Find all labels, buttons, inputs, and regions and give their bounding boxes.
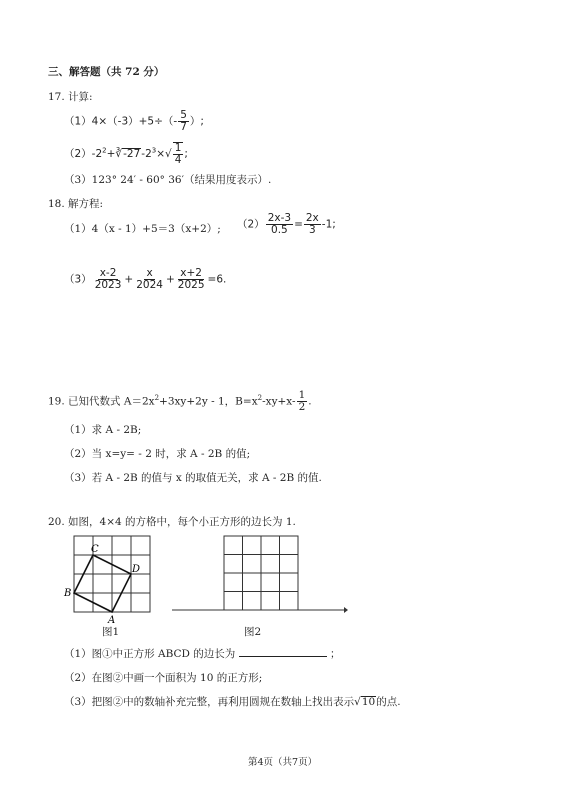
q20-part1: （1）图①中正方形 ABCD 的边长为 ； bbox=[64, 648, 341, 660]
q20-part2: （2）在图②中画一个面积为 10 的正方形; bbox=[64, 672, 263, 684]
figure-1-grid bbox=[60, 532, 160, 628]
q17-part1: （1）4×（-3）+5÷（- $\frac{5}{7}$ ）; bbox=[64, 109, 204, 134]
q19-stem: 19. 已知代数式 $A=2x^2+3xy+2y - 1$，$B=x^2-xy+x-$ $\frac{1}{2}$ . bbox=[48, 389, 312, 414]
square-abcd bbox=[74, 555, 131, 612]
q19-part1: （1）求 A - 2B; bbox=[64, 424, 142, 436]
answer-blank[interactable] bbox=[239, 646, 327, 657]
vertex-label-a: A bbox=[108, 615, 116, 626]
q19-part2: （2）当 x=y= - 2 时，求 A - 2B 的值; bbox=[64, 448, 251, 460]
page-footer: 第4页（共7页） bbox=[248, 757, 318, 768]
q20-stem: 20. 如图，4×4 的方格中，每个小正方形的边长为 1. bbox=[48, 516, 296, 528]
q17-label: 17. 计算: bbox=[48, 91, 93, 103]
figure-2-caption: 图2 bbox=[244, 626, 262, 638]
q18-label: 18. 解方程: bbox=[48, 198, 104, 210]
q17-part3: （3）123° 24′ - 60° 36′（结果用度表示）. bbox=[64, 174, 272, 186]
vertex-label-d: D bbox=[132, 564, 141, 575]
q18-part3: （3） $\frac{x-2}{2023}$ + $\frac{x}{2024}$ + $\frac{x+2}{2025}$ =6. bbox=[64, 267, 227, 292]
q19-part3: （3）若 A - 2B 的值与 x 的取值无关，求 A - 2B 的值. bbox=[64, 472, 322, 484]
number-line-arrow bbox=[344, 607, 348, 613]
figure-2-grid-numberline bbox=[168, 532, 350, 616]
figure-1-caption: 图1 bbox=[102, 626, 120, 638]
vertex-label-c: C bbox=[91, 544, 99, 555]
q17-part2: $(2)-2^2+∛-27-2^3\times√$ $\frac{1}{4}$ ; bbox=[64, 142, 188, 167]
q20-part3: （3）把图②中的数轴补充完整，再利用圆规在数轴上找出表示√10的点. bbox=[64, 696, 401, 708]
vertex-label-b: B bbox=[64, 588, 72, 599]
section-title: 三、解答题（共 72 分） bbox=[48, 66, 165, 78]
q18-part1: （1）4（x - 1）+5＝3（x+2）; bbox=[64, 223, 221, 235]
q18-part2: （2） $\frac{2x-3}{0.5}$ = $\frac{2x}{3}$ -1; bbox=[237, 212, 336, 237]
